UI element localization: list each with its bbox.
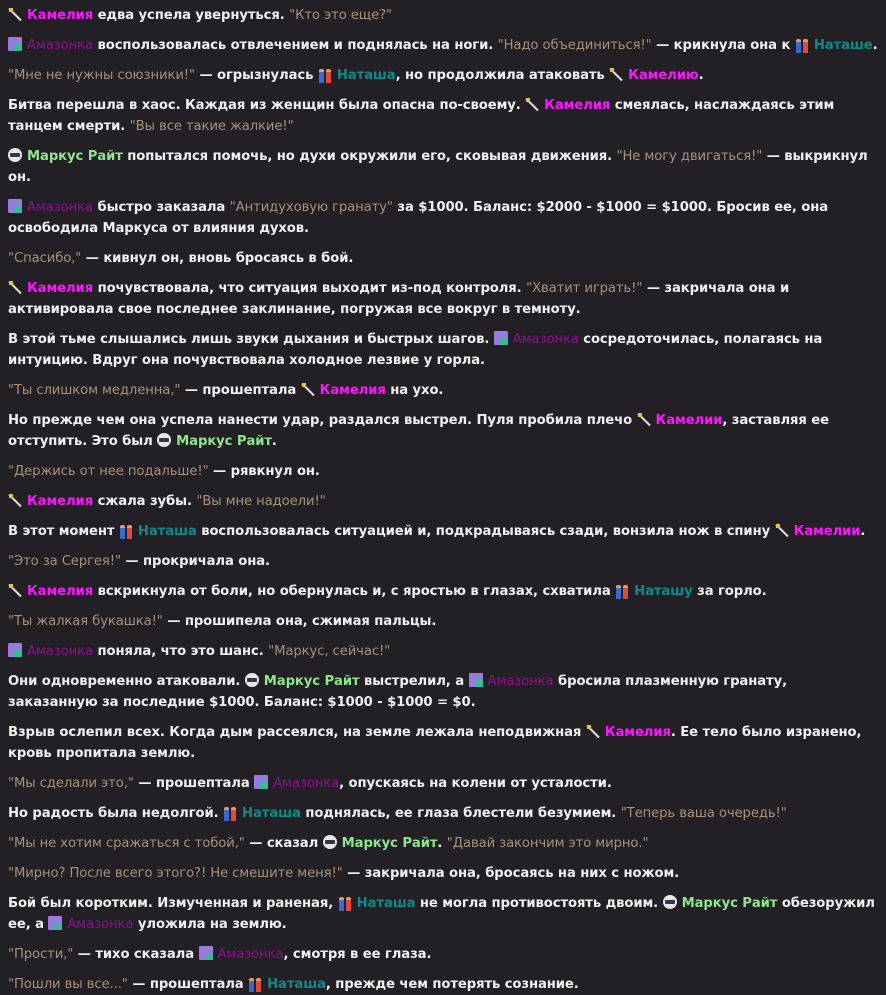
narration-text: . [698, 68, 704, 83]
dialogue-quote: "Надо объединиться!" [497, 38, 652, 53]
shopping-bags-icon [254, 775, 268, 789]
narration-text: обезоружил ее, а [8, 896, 875, 932]
shopping-bags-icon [8, 643, 22, 657]
dialogue-quote: "Не могу двигаться!" [616, 149, 763, 164]
dialogue-quote: "Ты слишком медленна," [8, 383, 181, 398]
narration-text: — выкрикнул он. [8, 149, 868, 185]
narration-text: . [860, 524, 866, 539]
narration-text: быстро заказала [93, 200, 230, 215]
robot-face-icon [663, 895, 677, 909]
dialogue-quote: "Кто это еще?" [289, 8, 392, 23]
narration-text: , смотря в ее глаза. [283, 947, 432, 962]
story-paragraph [8, 248, 878, 269]
dialogue-quote: "Пошли вы все..." [8, 977, 128, 992]
story-paragraph [8, 581, 878, 602]
narration-text: — кивнул он, вновь бросаясь в бой. [81, 251, 354, 266]
couple-icon [248, 976, 262, 990]
story-paragraph [8, 329, 878, 371]
dialogue-quote: "Ты жалкая букашка!" [8, 614, 163, 629]
story-paragraph [8, 146, 878, 188]
shopping-bags-icon [199, 946, 213, 960]
story-paragraph [8, 521, 878, 542]
character-name: Амазонка [217, 947, 284, 962]
magic-wand-icon [586, 724, 600, 738]
robot-face-icon [323, 835, 337, 849]
shopping-bags-icon [494, 331, 508, 345]
dialogue-quote: "Хватит играть!" [526, 281, 643, 296]
story-paragraph [8, 197, 878, 239]
character-name: Наташа [137, 524, 197, 539]
character-name: Маркус Райт [27, 149, 123, 164]
story-paragraph [8, 491, 878, 512]
magic-wand-icon [609, 67, 623, 81]
character-name: Камелия [27, 494, 94, 509]
character-name: Камелии [793, 524, 861, 539]
story-paragraph [8, 773, 878, 794]
story-paragraph [8, 893, 878, 935]
narration-text: вскрикнула от боли, но обернулась и, с яростью в глазах, схватила [93, 584, 616, 599]
character-name: Наташе [813, 38, 873, 53]
narration-text: за горло. [692, 584, 767, 599]
narration-text: на ухо. [385, 383, 444, 398]
dialogue-quote: "Прости," [8, 947, 74, 962]
shopping-bags-icon [8, 37, 22, 51]
narration-text: Но радость была недолгой. [8, 806, 224, 821]
narration-text: Битва перешла в хаос. Каждая из женщин была опасна по-своему. [8, 98, 526, 113]
narration-text: Они одновременно атаковали. [8, 674, 245, 689]
narration-text: попытался помочь, но духи окружили его, сковывая движения. [122, 149, 617, 164]
narration-text: — прошептала [127, 977, 249, 992]
narration-text: В этот момент [8, 524, 119, 539]
narration-text: . Ее тело было изранено, кровь пропитала землю. [8, 725, 862, 761]
narration-text: — прошептала [180, 383, 301, 398]
narration-text: поднялась, ее глаза блестели безумием. [300, 806, 621, 821]
magic-wand-icon [8, 493, 22, 507]
story-paragraph [8, 833, 878, 854]
shopping-bags-icon [469, 673, 483, 687]
robot-face-icon [8, 148, 22, 162]
character-name: Амазонка [27, 200, 94, 215]
story-paragraph [8, 641, 878, 662]
character-name: Амазонка [67, 917, 134, 932]
narration-text: — крикнула она к [651, 38, 795, 53]
narration-text: сжала зубы. [93, 494, 197, 509]
character-name: Камелия [544, 98, 611, 113]
magic-wand-icon [8, 7, 22, 21]
character-name: Камелию [628, 68, 699, 83]
character-name: Амазонка [512, 332, 579, 347]
narration-text: — закричала она и активировала свое последнее заклинание, погружая все вокруг в темноту. [8, 281, 790, 317]
robot-face-icon [245, 673, 259, 687]
story-paragraph [8, 65, 878, 86]
narration-text: уложила на землю. [133, 917, 287, 932]
character-name: Камелии [655, 413, 723, 428]
story-paragraph [8, 551, 878, 572]
narration-text: . [437, 836, 447, 851]
character-name: Камелия [27, 281, 94, 296]
narration-text: Бой был коротким. Измученная и раненая, [8, 896, 338, 911]
narration-text: В этой тьме слышались лишь звуки дыхания и быстрых шагов. [8, 332, 494, 347]
character-name: Наташа [356, 896, 416, 911]
couple-icon [615, 583, 629, 597]
character-name: Амазонка [487, 674, 554, 689]
story-paragraph [8, 722, 878, 764]
character-name: Амазонка [27, 38, 94, 53]
couple-icon [223, 805, 237, 819]
dialogue-quote: "Мы не хотим сражаться с тобой," [8, 836, 245, 851]
dialogue-quote: "Это за Сергея!" [8, 554, 121, 569]
couple-icon [795, 37, 809, 51]
character-name: Наташа [336, 68, 396, 83]
narration-text: — прошептала [133, 776, 255, 791]
character-name: Маркус Райт [341, 836, 438, 851]
character-name: Маркус Райт [263, 674, 360, 689]
narration-text: сосредоточилась, полагаясь на интуицию. Вдруг она почувствовала холодное лезвие у горла. [8, 332, 823, 368]
story-paragraph [8, 803, 878, 824]
character-name: Наташа [267, 977, 326, 992]
narration-text: выстрелил, а [359, 674, 469, 689]
character-name: Наташу [634, 584, 693, 599]
magic-wand-icon [8, 583, 22, 597]
narration-text: , прежде чем потерять сознание. [325, 977, 579, 992]
magic-wand-icon [301, 382, 315, 396]
narration-text: Но прежде чем она успела нанести удар, раздался выстрел. Пуля пробила плечо [8, 413, 637, 428]
story-paragraph [8, 278, 878, 320]
couple-icon [119, 523, 133, 537]
narration-text: — прокричала она. [120, 554, 270, 569]
dialogue-quote: "Мы сделали это," [8, 776, 134, 791]
dialogue-quote: "Спасибо," [8, 251, 82, 266]
narration-text: Взрыв ослепил всех. Когда дым рассеялся, на земле лежала неподвижная [8, 725, 586, 740]
story-paragraph [8, 95, 878, 137]
magic-wand-icon [775, 523, 789, 537]
narration-text: — рявкнул он. [208, 464, 320, 479]
narration-text: поняла, что это шанс. [93, 644, 269, 659]
narration-text: не могла противостоять двоим. [415, 896, 663, 911]
dialogue-quote: "Давай закончим это мирно." [446, 836, 649, 851]
narration-text: . [271, 434, 277, 449]
story-paragraph [8, 863, 878, 884]
shopping-bags-icon [48, 916, 62, 930]
narration-text: — тихо сказала [73, 947, 199, 962]
character-name: Амазонка [273, 776, 340, 791]
story-paragraph [8, 974, 878, 995]
character-name: Амазонка [27, 644, 94, 659]
magic-wand-icon [525, 97, 539, 111]
story-paragraph [8, 944, 878, 965]
robot-face-icon [157, 433, 171, 447]
narration-text: — огрызнулась [194, 68, 318, 83]
narration-text: , но продолжила атаковать [395, 68, 610, 83]
dialogue-quote: "Мне не нужны союзники!" [8, 68, 195, 83]
dialogue-quote: "Мирно? После всего этого?! Не смешите меня!" [8, 866, 343, 881]
narration-text: воспользовалась отвлечением и поднялась на ноги. [93, 38, 498, 53]
character-name: Камелия [27, 584, 94, 599]
narration-text: за $1000. Баланс: $2000 - $1000 = $1000. Бросив ее, она освободила Маркуса от влияния духов. [8, 200, 829, 236]
couple-icon [318, 67, 332, 81]
narration-text: . [872, 38, 878, 53]
couple-icon [338, 895, 352, 909]
character-name: Маркус Райт [681, 896, 778, 911]
story-paragraph [8, 410, 878, 452]
narration-text: воспользовалась ситуацией и, подкрадываясь сзади, вонзила нож в спину [196, 524, 775, 539]
narration-text: — закричала она, бросаясь на них с ножом. [342, 866, 680, 881]
narration-text: — прошипела она, сжимая пальцы. [162, 614, 437, 629]
dialogue-quote: "Маркус, сейчас!" [268, 644, 391, 659]
story-paragraph [8, 35, 878, 56]
character-name: Камелия [27, 8, 94, 23]
narration-text: , опускаясь на колени от усталости. [339, 776, 612, 791]
dialogue-quote: "Вы все такие жалкие!" [129, 119, 294, 134]
story-paragraph [8, 611, 878, 632]
dialogue-quote: "Теперь ваша очередь!" [620, 806, 787, 821]
dialogue-quote: "Держись от нее подальше!" [8, 464, 209, 479]
story-paragraph [8, 5, 878, 26]
character-name: Камелия [319, 383, 386, 398]
dialogue-quote: "Антидуховую гранату" [229, 200, 393, 215]
story-paragraph [8, 461, 878, 482]
narration-text: бросила плазменную гранату, заказанную за последние $1000. Баланс: $1000 - $1000 = $0. [8, 674, 787, 710]
magic-wand-icon [8, 280, 22, 294]
character-name: Наташа [242, 806, 301, 821]
narration-text: смеялась, наслаждаясь этим танцем смерти. [8, 98, 835, 134]
character-name: Маркус Райт [176, 434, 272, 449]
magic-wand-icon [637, 412, 651, 426]
story-paragraph [8, 671, 878, 713]
shopping-bags-icon [8, 199, 22, 213]
narration-text: почувствовала, что ситуация выходит из-под контроля. [93, 281, 527, 296]
dialogue-quote: "Вы мне надоели!" [196, 494, 326, 509]
narration-text: едва успела увернуться. [93, 8, 290, 23]
story-paragraph [8, 380, 878, 401]
character-name: Камелия [604, 725, 671, 740]
narration-text: — сказал [244, 836, 323, 851]
narration-text: , заставляя ее отступить. Это был [8, 413, 829, 449]
